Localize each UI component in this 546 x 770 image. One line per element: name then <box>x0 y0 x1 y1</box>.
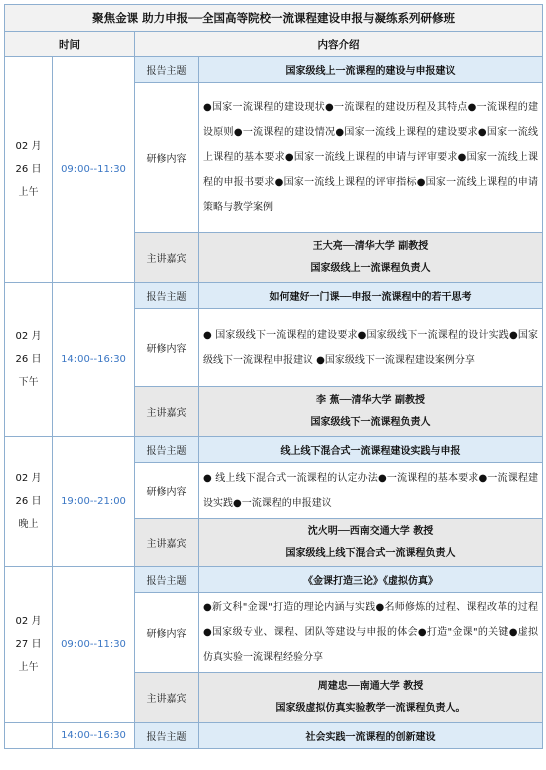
speaker-role: 国家级线上一流课程负责人 <box>310 262 431 274</box>
schedule-title: 聚焦金课 助力申报──全国高等院校一流课程建设申报与凝练系列研修班 <box>5 5 543 32</box>
date-day: 26 日 <box>15 354 42 365</box>
session-topic: 国家级线上一流课程的建设与申报建议 <box>199 57 543 83</box>
session-time: 09:00--11:30 <box>53 567 135 723</box>
session-speaker <box>199 233 543 283</box>
session-time: 14:00--16:30 <box>53 283 135 437</box>
topic-label: 报告主题 <box>135 723 199 749</box>
title-row <box>5 5 543 32</box>
session-time: 09:00--11:30 <box>53 57 135 283</box>
date-month: 02 月 <box>15 473 42 484</box>
session-date <box>5 283 53 437</box>
session-time: 14:00--16:30 <box>53 723 135 749</box>
content-header: 内容介绍 <box>135 32 543 57</box>
session-date <box>5 57 53 283</box>
header-row <box>5 32 543 57</box>
session-5-topic-row <box>5 723 543 749</box>
speaker-name: 王大亮──清华大学 副教授 <box>312 240 429 252</box>
session-3-topic-row <box>5 437 543 463</box>
session-date <box>5 723 53 749</box>
speaker-label: 主讲嘉宾 <box>135 387 199 437</box>
date-period: 下午 <box>18 377 39 388</box>
session-1-topic-row <box>5 57 543 83</box>
speaker-name: 沈火明──西南交通大学 教授 <box>307 525 434 537</box>
date-day: 26 日 <box>15 164 42 175</box>
topic-label: 报告主题 <box>135 283 199 309</box>
session-time: 19:00--21:00 <box>53 437 135 567</box>
session-speaker <box>199 673 543 723</box>
session-speaker <box>199 519 543 567</box>
date-day: 27 日 <box>15 639 42 650</box>
session-content: ●新文科"金课"打造的理论内涵与实践●名师修炼的过程、课程改革的过程●国家级专业、课程、团队等建设与申报的体会●打造"金课"的关键●虚拟仿真实验一流课程经验分享 <box>199 593 543 673</box>
session-speaker <box>199 387 543 437</box>
speaker-role: 国家级线下一流课程负责人 <box>310 416 431 428</box>
date-month: 02 月 <box>15 616 42 627</box>
speaker-label: 主讲嘉宾 <box>135 519 199 567</box>
speaker-label: 主讲嘉宾 <box>135 673 199 723</box>
content-label: 研修内容 <box>135 593 199 673</box>
speaker-name: 李 蕉──清华大学 副教授 <box>316 394 426 406</box>
content-label: 研修内容 <box>135 83 199 233</box>
date-month: 02 月 <box>15 331 42 342</box>
speaker-name: 周建忠──南通大学 教授 <box>317 680 424 692</box>
content-label: 研修内容 <box>135 309 199 387</box>
session-content: ● 线上线下混合式一流课程的认定办法●一流课程的基本要求●一流课程建设实践●一流课程的申报建议 <box>199 463 543 519</box>
session-topic: 《金课打造三论》《虚拟仿真》 <box>199 567 543 593</box>
training-schedule-table <box>4 4 543 749</box>
session-4-topic-row <box>5 567 543 593</box>
session-date <box>5 437 53 567</box>
topic-label: 报告主题 <box>135 567 199 593</box>
speaker-role: 国家级虚拟仿真实验教学一流课程负责人。 <box>275 702 466 714</box>
time-header: 时间 <box>5 32 135 57</box>
speaker-role: 国家级线上线下混合式一流课程负责人 <box>285 547 456 559</box>
date-month: 02 月 <box>15 141 42 152</box>
speaker-label: 主讲嘉宾 <box>135 233 199 283</box>
date-period: 晚上 <box>18 519 39 530</box>
content-label: 研修内容 <box>135 463 199 519</box>
topic-label: 报告主题 <box>135 437 199 463</box>
session-content: ●国家一流课程的建设现状●一流课程的建设历程及其特点●一流课程的建设原则●一流课程的建设情况●国家一流线上课程的建设要求●国家一流线上课程的基本要求●国家一流线上课程的申请与评审要求●国家一流线上课程的申报书要求●国家一流线上课程的评审指标●国家一流线上课程的申请策略与教学案例 <box>199 83 543 233</box>
topic-label: 报告主题 <box>135 57 199 83</box>
session-2-topic-row <box>5 283 543 309</box>
date-period: 上午 <box>18 662 39 673</box>
session-topic: 社会实践一流课程的创新建设 <box>199 723 543 749</box>
session-topic: 如何建好一门课──申报一流课程中的若干思考 <box>199 283 543 309</box>
date-day: 26 日 <box>15 496 42 507</box>
session-content: ● 国家级线下一流课程的建设要求●国家级线下一流课程的设计实践●国家级线下一流课程申报建议 ●国家级线下一流课程建设案例分享 <box>199 309 543 387</box>
session-date <box>5 567 53 723</box>
session-topic: 线上线下混合式一流课程建设实践与申报 <box>199 437 543 463</box>
date-period: 上午 <box>18 187 39 198</box>
